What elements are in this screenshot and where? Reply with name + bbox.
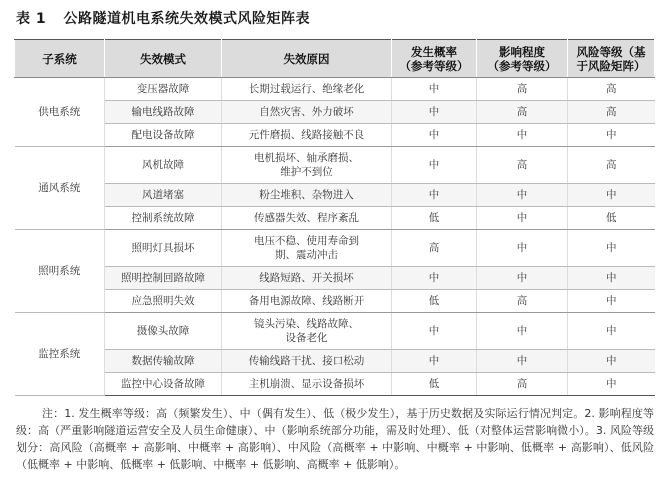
failure-mode-cell: 应急照明失效 (105, 290, 222, 313)
failure-cause-cell: 线路短路、开关损坏 (222, 267, 392, 290)
table-row (15, 207, 655, 230)
probability-cell: 中 (392, 147, 477, 184)
header-risk-level: 风险等级（基 于风险矩阵） (568, 40, 655, 78)
failure-cause-cell: 电压不稳、使用寿命到 期、震动冲击 (222, 230, 392, 267)
impact-cell: 高 (477, 147, 568, 184)
table-row (15, 147, 655, 184)
probability-cell: 中 (392, 350, 477, 373)
impact-cell: 高 (477, 78, 568, 101)
probability-cell: 低 (392, 290, 477, 313)
impact-cell: 中 (477, 267, 568, 290)
risk-level-cell: 高 (568, 101, 655, 124)
table-row (15, 124, 655, 147)
failure-mode-cell: 数据传输故障 (105, 350, 222, 373)
probability-cell: 中 (392, 78, 477, 101)
table-row (15, 350, 655, 373)
failure-mode-cell: 风机故障 (105, 147, 222, 184)
risk-level-cell: 中 (568, 313, 655, 350)
table-row (15, 78, 655, 101)
probability-cell: 低 (392, 207, 477, 230)
risk-level-cell: 中 (568, 230, 655, 267)
table-row (15, 184, 655, 207)
table-row (15, 267, 655, 290)
header-impact: 影响程度 （参考等级） (477, 40, 568, 78)
failure-cause-cell: 备用电源故障、线路断开 (222, 290, 392, 313)
risk-level-cell: 中 (568, 267, 655, 290)
failure-mode-cell: 摄像头故障 (105, 313, 222, 350)
failure-cause-cell: 长期过载运行、绝缘老化 (222, 78, 392, 101)
risk-level-cell: 中 (568, 184, 655, 207)
header-probability: 发生概率 （参考等级） (392, 40, 477, 78)
table-row (15, 101, 655, 124)
impact-cell: 中 (477, 184, 568, 207)
failure-cause-cell: 主机崩溃、显示设备损坏 (222, 373, 392, 396)
failure-cause-cell: 自然灾害、外力破坏 (222, 101, 392, 124)
impact-cell: 高 (477, 373, 568, 396)
table-number: 表 1 (16, 11, 47, 27)
risk-level-cell: 低 (568, 207, 655, 230)
subsystem-cell: 监控系统 (15, 313, 105, 396)
subsystem-cell: 照明系统 (15, 230, 105, 313)
impact-cell: 高 (477, 101, 568, 124)
failure-mode-cell: 照明控制回路故障 (105, 267, 222, 290)
failure-cause-cell: 镜头污染、线路故障、 设备老化 (222, 313, 392, 350)
failure-mode-cell: 配电设备故障 (105, 124, 222, 147)
risk-level-cell: 中 (568, 290, 655, 313)
failure-cause-cell: 粉尘堆积、杂物进入 (222, 184, 392, 207)
failure-mode-cell: 风道堵塞 (105, 184, 222, 207)
failure-cause-cell: 电机损坏、轴承磨损、 维护不到位 (222, 147, 392, 184)
table-note: 注：1. 发生概率等级：高（频繁发生）、中（偶有发生）、低（极少发生），基于历史数据及实际运行情况判定。2. 影响程度等级：高（严重影响隧道运营安全及人员生命健康）、中（影响系统部分功能，需及时处理）、低（对整体运营影响微小）。3. 风险等级划分：高风险（高概率 + 高影响、中概率 + 高影响）、中风险（高概率 + 中影响、中概率 + 中影响、低概率 + 高影响）、低风险（低概率 + 中影响、低概率 + 低影响、中概率 + 低影响、高概率 + 低影响）。 (16, 407, 654, 471)
impact-cell: 高 (477, 290, 568, 313)
probability-cell: 中 (392, 313, 477, 350)
risk-level-cell: 中 (568, 124, 655, 147)
subsystem-cell: 通风系统 (15, 147, 105, 230)
impact-cell: 中 (477, 124, 568, 147)
risk-level-cell: 中 (568, 350, 655, 373)
header-row (15, 40, 655, 78)
table-title-text: 公路隧道机电系统失效模式风险矩阵表 (63, 11, 310, 27)
failure-mode-cell: 输电线路故障 (105, 101, 222, 124)
table-body (15, 78, 655, 396)
probability-cell: 高 (392, 230, 477, 267)
table-row (15, 313, 655, 350)
impact-cell: 中 (477, 350, 568, 373)
failure-mode-cell: 控制系统故障 (105, 207, 222, 230)
probability-cell: 中 (392, 267, 477, 290)
table-row (15, 230, 655, 267)
header-failure-mode: 失效模式 (105, 40, 222, 78)
risk-level-cell: 高 (568, 78, 655, 101)
impact-cell: 中 (477, 313, 568, 350)
subsystem-cell: 供电系统 (15, 78, 105, 147)
probability-cell: 中 (392, 124, 477, 147)
table-title (16, 8, 310, 28)
failure-cause-cell: 元件磨损、线路接触不良 (222, 124, 392, 147)
probability-cell: 中 (392, 101, 477, 124)
failure-mode-cell: 照明灯具损坏 (105, 230, 222, 267)
table-row (15, 373, 655, 396)
risk-level-cell: 中 (568, 373, 655, 396)
header-failure-cause: 失效原因 (222, 40, 392, 78)
failure-mode-cell: 监控中心设备故障 (105, 373, 222, 396)
failure-mode-cell: 变压器故障 (105, 78, 222, 101)
table-row (15, 290, 655, 313)
risk-level-cell: 高 (568, 147, 655, 184)
header-subsystem: 子系统 (15, 40, 105, 78)
impact-cell: 中 (477, 207, 568, 230)
probability-cell: 中 (392, 184, 477, 207)
impact-cell: 中 (477, 230, 568, 267)
probability-cell: 低 (392, 373, 477, 396)
failure-cause-cell: 传输线路干扰、接口松动 (222, 350, 392, 373)
failure-cause-cell: 传感器失效、程序紊乱 (222, 207, 392, 230)
risk-matrix-table (14, 39, 655, 396)
